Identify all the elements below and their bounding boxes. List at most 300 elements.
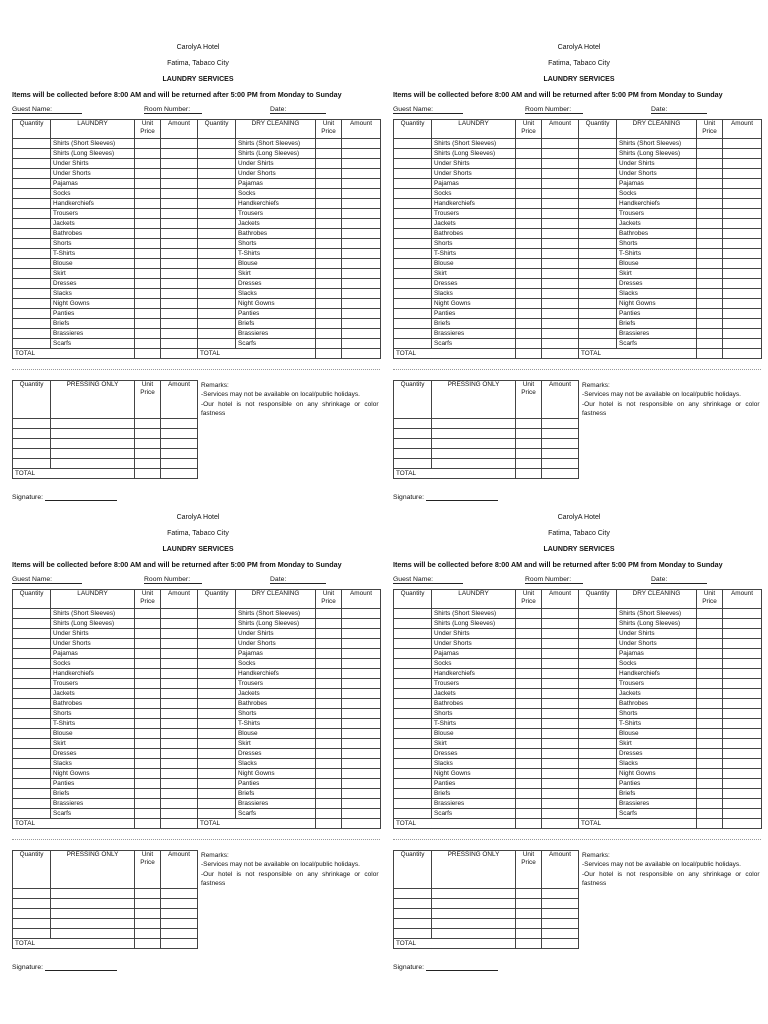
pressing-item-cell[interactable] (432, 449, 516, 459)
laundry-qty-cell[interactable] (394, 169, 432, 179)
dryclean-amount-cell[interactable] (342, 799, 381, 809)
laundry-amount-cell[interactable] (161, 319, 198, 329)
laundry-qty-cell[interactable] (394, 289, 432, 299)
dryclean-amount-cell[interactable] (342, 769, 381, 779)
pressing-item-cell[interactable] (432, 429, 516, 439)
pressing-item-cell[interactable] (51, 919, 135, 929)
laundry-qty-cell[interactable] (13, 239, 51, 249)
dryclean-qty-cell[interactable] (198, 319, 236, 329)
dryclean-amount-cell[interactable] (723, 719, 762, 729)
laundry-qty-cell[interactable] (13, 619, 51, 629)
dryclean-amount-cell[interactable] (342, 699, 381, 709)
dryclean-amount-cell[interactable] (723, 629, 762, 639)
dryclean-qty-cell[interactable] (579, 639, 617, 649)
dryclean-amount-cell[interactable] (342, 749, 381, 759)
laundry-amount-cell[interactable] (161, 699, 198, 709)
dryclean-amount-cell[interactable] (723, 779, 762, 789)
laundry-qty-cell[interactable] (13, 229, 51, 239)
dryclean-qty-cell[interactable] (579, 229, 617, 239)
laundry-qty-cell[interactable] (394, 649, 432, 659)
laundry-amount-cell[interactable] (161, 779, 198, 789)
dryclean-amount-cell[interactable] (723, 709, 762, 719)
dryclean-qty-cell[interactable] (198, 639, 236, 649)
laundry-qty-cell[interactable] (13, 789, 51, 799)
dryclean-amount-cell[interactable] (342, 299, 381, 309)
pressing-amount-cell[interactable] (161, 889, 198, 899)
dryclean-qty-cell[interactable] (579, 309, 617, 319)
dryclean-amount-cell[interactable] (342, 679, 381, 689)
dryclean-amount-cell[interactable] (723, 229, 762, 239)
dryclean-qty-cell[interactable] (579, 699, 617, 709)
laundry-qty-cell[interactable] (394, 769, 432, 779)
laundry-qty-cell[interactable] (394, 759, 432, 769)
laundry-qty-cell[interactable] (394, 139, 432, 149)
dryclean-amount-cell[interactable] (342, 149, 381, 159)
dryclean-qty-cell[interactable] (198, 679, 236, 689)
pressing-qty-cell[interactable] (13, 909, 51, 919)
dryclean-qty-cell[interactable] (579, 159, 617, 169)
dryclean-qty-cell[interactable] (198, 699, 236, 709)
laundry-amount-cell[interactable] (161, 249, 198, 259)
pressing-item-cell[interactable] (51, 899, 135, 909)
dryclean-amount-cell[interactable] (723, 279, 762, 289)
pressing-qty-cell[interactable] (394, 439, 432, 449)
laundry-total-amount-cell[interactable] (542, 819, 579, 829)
laundry-qty-cell[interactable] (13, 309, 51, 319)
dryclean-qty-cell[interactable] (579, 289, 617, 299)
dryclean-amount-cell[interactable] (342, 199, 381, 209)
laundry-amount-cell[interactable] (161, 149, 198, 159)
laundry-amount-cell[interactable] (542, 169, 579, 179)
pressing-amount-cell[interactable] (542, 929, 579, 939)
pressing-amount-cell[interactable] (542, 419, 579, 429)
laundry-amount-cell[interactable] (161, 169, 198, 179)
dryclean-amount-cell[interactable] (342, 319, 381, 329)
dryclean-qty-cell[interactable] (579, 659, 617, 669)
room-number-field[interactable] (525, 106, 583, 114)
laundry-qty-cell[interactable] (13, 289, 51, 299)
pressing-qty-cell[interactable] (394, 899, 432, 909)
laundry-amount-cell[interactable] (542, 319, 579, 329)
laundry-qty-cell[interactable] (394, 709, 432, 719)
dryclean-qty-cell[interactable] (198, 269, 236, 279)
dryclean-amount-cell[interactable] (342, 159, 381, 169)
laundry-qty-cell[interactable] (394, 719, 432, 729)
dryclean-qty-cell[interactable] (198, 209, 236, 219)
laundry-amount-cell[interactable] (542, 789, 579, 799)
laundry-amount-cell[interactable] (161, 269, 198, 279)
dryclean-amount-cell[interactable] (723, 219, 762, 229)
laundry-qty-cell[interactable] (394, 199, 432, 209)
laundry-amount-cell[interactable] (161, 209, 198, 219)
laundry-qty-cell[interactable] (394, 659, 432, 669)
laundry-qty-cell[interactable] (394, 299, 432, 309)
laundry-qty-cell[interactable] (13, 219, 51, 229)
laundry-qty-cell[interactable] (13, 169, 51, 179)
dryclean-amount-cell[interactable] (723, 789, 762, 799)
laundry-amount-cell[interactable] (542, 159, 579, 169)
pressing-qty-cell[interactable] (13, 439, 51, 449)
dryclean-amount-cell[interactable] (342, 249, 381, 259)
laundry-amount-cell[interactable] (161, 669, 198, 679)
laundry-amount-cell[interactable] (542, 799, 579, 809)
pressing-item-cell[interactable] (432, 889, 516, 899)
laundry-qty-cell[interactable] (13, 209, 51, 219)
dryclean-qty-cell[interactable] (198, 769, 236, 779)
laundry-qty-cell[interactable] (13, 769, 51, 779)
dryclean-qty-cell[interactable] (579, 169, 617, 179)
laundry-amount-cell[interactable] (542, 289, 579, 299)
dryclean-amount-cell[interactable] (723, 609, 762, 619)
pressing-item-cell[interactable] (432, 419, 516, 429)
laundry-qty-cell[interactable] (394, 669, 432, 679)
dryclean-amount-cell[interactable] (342, 709, 381, 719)
dryclean-qty-cell[interactable] (198, 689, 236, 699)
dryclean-amount-cell[interactable] (342, 279, 381, 289)
dryclean-amount-cell[interactable] (342, 209, 381, 219)
laundry-amount-cell[interactable] (542, 139, 579, 149)
laundry-qty-cell[interactable] (13, 179, 51, 189)
signature-field[interactable] (45, 963, 117, 971)
pressing-qty-cell[interactable] (394, 909, 432, 919)
dryclean-amount-cell[interactable] (723, 749, 762, 759)
laundry-qty-cell[interactable] (13, 629, 51, 639)
laundry-qty-cell[interactable] (13, 759, 51, 769)
pressing-amount-cell[interactable] (542, 459, 579, 469)
dryclean-qty-cell[interactable] (579, 629, 617, 639)
pressing-item-cell[interactable] (51, 909, 135, 919)
laundry-amount-cell[interactable] (161, 139, 198, 149)
laundry-qty-cell[interactable] (13, 709, 51, 719)
laundry-total-amount-cell[interactable] (161, 819, 198, 829)
laundry-amount-cell[interactable] (542, 179, 579, 189)
laundry-amount-cell[interactable] (161, 229, 198, 239)
laundry-amount-cell[interactable] (161, 739, 198, 749)
laundry-amount-cell[interactable] (161, 809, 198, 819)
dryclean-amount-cell[interactable] (723, 259, 762, 269)
pressing-item-cell[interactable] (51, 439, 135, 449)
dryclean-amount-cell[interactable] (723, 339, 762, 349)
laundry-amount-cell[interactable] (542, 209, 579, 219)
pressing-item-cell[interactable] (432, 909, 516, 919)
dryclean-qty-cell[interactable] (579, 709, 617, 719)
laundry-qty-cell[interactable] (13, 679, 51, 689)
pressing-qty-cell[interactable] (394, 459, 432, 469)
laundry-qty-cell[interactable] (394, 229, 432, 239)
dryclean-qty-cell[interactable] (579, 789, 617, 799)
laundry-amount-cell[interactable] (542, 679, 579, 689)
laundry-amount-cell[interactable] (161, 709, 198, 719)
dryclean-qty-cell[interactable] (579, 799, 617, 809)
dryclean-qty-cell[interactable] (198, 249, 236, 259)
pressing-amount-cell[interactable] (161, 909, 198, 919)
laundry-qty-cell[interactable] (394, 339, 432, 349)
laundry-amount-cell[interactable] (542, 269, 579, 279)
laundry-amount-cell[interactable] (542, 659, 579, 669)
dryclean-qty-cell[interactable] (198, 219, 236, 229)
dryclean-amount-cell[interactable] (342, 789, 381, 799)
laundry-qty-cell[interactable] (394, 619, 432, 629)
laundry-qty-cell[interactable] (13, 189, 51, 199)
dryclean-amount-cell[interactable] (342, 719, 381, 729)
dryclean-amount-cell[interactable] (723, 699, 762, 709)
dryclean-qty-cell[interactable] (198, 279, 236, 289)
laundry-amount-cell[interactable] (161, 239, 198, 249)
dryclean-amount-cell[interactable] (342, 779, 381, 789)
dryclean-qty-cell[interactable] (198, 329, 236, 339)
pressing-amount-cell[interactable] (161, 419, 198, 429)
laundry-amount-cell[interactable] (542, 729, 579, 739)
laundry-qty-cell[interactable] (394, 319, 432, 329)
dryclean-amount-cell[interactable] (723, 149, 762, 159)
dryclean-amount-cell[interactable] (342, 639, 381, 649)
pressing-qty-cell[interactable] (13, 449, 51, 459)
dryclean-qty-cell[interactable] (579, 619, 617, 629)
pressing-item-cell[interactable] (432, 919, 516, 929)
laundry-qty-cell[interactable] (13, 159, 51, 169)
dryclean-amount-cell[interactable] (723, 739, 762, 749)
laundry-amount-cell[interactable] (161, 329, 198, 339)
laundry-amount-cell[interactable] (161, 609, 198, 619)
laundry-total-amount-cell[interactable] (542, 349, 579, 359)
dryclean-qty-cell[interactable] (579, 239, 617, 249)
date-field[interactable] (270, 106, 326, 114)
dryclean-amount-cell[interactable] (723, 269, 762, 279)
dryclean-qty-cell[interactable] (198, 169, 236, 179)
laundry-amount-cell[interactable] (161, 219, 198, 229)
dryclean-amount-cell[interactable] (342, 269, 381, 279)
laundry-amount-cell[interactable] (161, 759, 198, 769)
dryclean-qty-cell[interactable] (198, 629, 236, 639)
dryclean-qty-cell[interactable] (198, 749, 236, 759)
dryclean-qty-cell[interactable] (198, 229, 236, 239)
laundry-qty-cell[interactable] (13, 649, 51, 659)
dryclean-amount-cell[interactable] (342, 619, 381, 629)
laundry-qty-cell[interactable] (394, 219, 432, 229)
pressing-qty-cell[interactable] (13, 919, 51, 929)
laundry-qty-cell[interactable] (394, 159, 432, 169)
dryclean-amount-cell[interactable] (723, 769, 762, 779)
laundry-qty-cell[interactable] (394, 799, 432, 809)
dryclean-amount-cell[interactable] (723, 299, 762, 309)
laundry-amount-cell[interactable] (542, 669, 579, 679)
laundry-qty-cell[interactable] (13, 799, 51, 809)
laundry-qty-cell[interactable] (394, 149, 432, 159)
dryclean-total-amount-cell[interactable] (342, 349, 381, 359)
laundry-amount-cell[interactable] (542, 739, 579, 749)
date-field[interactable] (270, 576, 326, 584)
pressing-qty-cell[interactable] (13, 419, 51, 429)
pressing-qty-cell[interactable] (394, 919, 432, 929)
pressing-amount-cell[interactable] (161, 919, 198, 929)
laundry-qty-cell[interactable] (394, 249, 432, 259)
laundry-qty-cell[interactable] (13, 199, 51, 209)
laundry-qty-cell[interactable] (394, 629, 432, 639)
dryclean-qty-cell[interactable] (579, 199, 617, 209)
laundry-qty-cell[interactable] (394, 809, 432, 819)
laundry-amount-cell[interactable] (161, 799, 198, 809)
dryclean-qty-cell[interactable] (198, 609, 236, 619)
pressing-item-cell[interactable] (432, 929, 516, 939)
dryclean-qty-cell[interactable] (198, 299, 236, 309)
pressing-amount-cell[interactable] (542, 899, 579, 909)
laundry-amount-cell[interactable] (161, 659, 198, 669)
laundry-qty-cell[interactable] (13, 809, 51, 819)
laundry-qty-cell[interactable] (13, 139, 51, 149)
date-field[interactable] (651, 106, 707, 114)
dryclean-amount-cell[interactable] (723, 289, 762, 299)
pressing-item-cell[interactable] (432, 899, 516, 909)
laundry-amount-cell[interactable] (161, 289, 198, 299)
dryclean-qty-cell[interactable] (579, 769, 617, 779)
dryclean-qty-cell[interactable] (579, 219, 617, 229)
dryclean-amount-cell[interactable] (342, 219, 381, 229)
dryclean-qty-cell[interactable] (579, 809, 617, 819)
laundry-qty-cell[interactable] (13, 719, 51, 729)
laundry-qty-cell[interactable] (394, 279, 432, 289)
dryclean-amount-cell[interactable] (342, 629, 381, 639)
laundry-qty-cell[interactable] (13, 609, 51, 619)
laundry-amount-cell[interactable] (161, 619, 198, 629)
dryclean-qty-cell[interactable] (579, 259, 617, 269)
laundry-qty-cell[interactable] (394, 729, 432, 739)
laundry-qty-cell[interactable] (394, 269, 432, 279)
guest-name-field[interactable] (12, 576, 82, 584)
dryclean-amount-cell[interactable] (342, 759, 381, 769)
dryclean-qty-cell[interactable] (579, 609, 617, 619)
dryclean-qty-cell[interactable] (198, 739, 236, 749)
pressing-item-cell[interactable] (432, 459, 516, 469)
laundry-amount-cell[interactable] (542, 769, 579, 779)
laundry-amount-cell[interactable] (542, 229, 579, 239)
laundry-qty-cell[interactable] (13, 779, 51, 789)
laundry-amount-cell[interactable] (542, 629, 579, 639)
dryclean-qty-cell[interactable] (198, 339, 236, 349)
laundry-amount-cell[interactable] (161, 199, 198, 209)
laundry-qty-cell[interactable] (394, 699, 432, 709)
dryclean-amount-cell[interactable] (342, 659, 381, 669)
laundry-qty-cell[interactable] (394, 639, 432, 649)
pressing-qty-cell[interactable] (13, 889, 51, 899)
dryclean-amount-cell[interactable] (723, 689, 762, 699)
laundry-qty-cell[interactable] (13, 739, 51, 749)
dryclean-qty-cell[interactable] (579, 179, 617, 189)
laundry-amount-cell[interactable] (161, 259, 198, 269)
dryclean-qty-cell[interactable] (198, 779, 236, 789)
pressing-item-cell[interactable] (51, 929, 135, 939)
laundry-qty-cell[interactable] (394, 259, 432, 269)
signature-field[interactable] (426, 963, 498, 971)
laundry-amount-cell[interactable] (542, 689, 579, 699)
laundry-amount-cell[interactable] (542, 749, 579, 759)
laundry-amount-cell[interactable] (161, 789, 198, 799)
pressing-amount-cell[interactable] (542, 439, 579, 449)
dryclean-amount-cell[interactable] (342, 609, 381, 619)
dryclean-qty-cell[interactable] (198, 809, 236, 819)
dryclean-amount-cell[interactable] (723, 179, 762, 189)
dryclean-amount-cell[interactable] (342, 739, 381, 749)
laundry-amount-cell[interactable] (542, 759, 579, 769)
laundry-qty-cell[interactable] (394, 309, 432, 319)
laundry-qty-cell[interactable] (13, 259, 51, 269)
laundry-qty-cell[interactable] (394, 239, 432, 249)
laundry-amount-cell[interactable] (542, 699, 579, 709)
dryclean-amount-cell[interactable] (342, 139, 381, 149)
laundry-qty-cell[interactable] (394, 189, 432, 199)
laundry-amount-cell[interactable] (542, 619, 579, 629)
laundry-amount-cell[interactable] (161, 159, 198, 169)
dryclean-amount-cell[interactable] (342, 309, 381, 319)
pressing-amount-cell[interactable] (161, 439, 198, 449)
dryclean-amount-cell[interactable] (723, 169, 762, 179)
dryclean-qty-cell[interactable] (579, 689, 617, 699)
dryclean-qty-cell[interactable] (198, 649, 236, 659)
laundry-amount-cell[interactable] (161, 189, 198, 199)
dryclean-qty-cell[interactable] (198, 159, 236, 169)
dryclean-qty-cell[interactable] (579, 299, 617, 309)
pressing-total-amount-cell[interactable] (542, 469, 579, 479)
dryclean-amount-cell[interactable] (342, 809, 381, 819)
dryclean-qty-cell[interactable] (198, 729, 236, 739)
dryclean-qty-cell[interactable] (198, 709, 236, 719)
laundry-qty-cell[interactable] (13, 269, 51, 279)
dryclean-qty-cell[interactable] (579, 279, 617, 289)
dryclean-amount-cell[interactable] (342, 329, 381, 339)
dryclean-amount-cell[interactable] (723, 189, 762, 199)
laundry-amount-cell[interactable] (542, 249, 579, 259)
dryclean-amount-cell[interactable] (723, 669, 762, 679)
laundry-amount-cell[interactable] (542, 329, 579, 339)
dryclean-amount-cell[interactable] (342, 339, 381, 349)
dryclean-qty-cell[interactable] (198, 789, 236, 799)
laundry-amount-cell[interactable] (161, 179, 198, 189)
pressing-amount-cell[interactable] (161, 449, 198, 459)
dryclean-qty-cell[interactable] (579, 319, 617, 329)
dryclean-amount-cell[interactable] (723, 319, 762, 329)
laundry-amount-cell[interactable] (161, 729, 198, 739)
dryclean-amount-cell[interactable] (723, 159, 762, 169)
dryclean-amount-cell[interactable] (342, 179, 381, 189)
laundry-qty-cell[interactable] (13, 689, 51, 699)
dryclean-qty-cell[interactable] (579, 739, 617, 749)
dryclean-qty-cell[interactable] (579, 779, 617, 789)
dryclean-qty-cell[interactable] (198, 669, 236, 679)
laundry-amount-cell[interactable] (542, 239, 579, 249)
dryclean-amount-cell[interactable] (723, 329, 762, 339)
pressing-qty-cell[interactable] (13, 459, 51, 469)
pressing-item-cell[interactable] (51, 459, 135, 469)
dryclean-qty-cell[interactable] (579, 749, 617, 759)
pressing-item-cell[interactable] (51, 889, 135, 899)
date-field[interactable] (651, 576, 707, 584)
laundry-qty-cell[interactable] (394, 689, 432, 699)
laundry-amount-cell[interactable] (542, 709, 579, 719)
laundry-qty-cell[interactable] (13, 639, 51, 649)
pressing-amount-cell[interactable] (542, 429, 579, 439)
laundry-amount-cell[interactable] (542, 259, 579, 269)
dryclean-amount-cell[interactable] (723, 679, 762, 689)
dryclean-amount-cell[interactable] (723, 659, 762, 669)
dryclean-qty-cell[interactable] (579, 329, 617, 339)
pressing-total-amount-cell[interactable] (161, 939, 198, 949)
laundry-qty-cell[interactable] (13, 699, 51, 709)
pressing-qty-cell[interactable] (13, 429, 51, 439)
dryclean-total-amount-cell[interactable] (342, 819, 381, 829)
dryclean-qty-cell[interactable] (579, 649, 617, 659)
laundry-qty-cell[interactable] (394, 209, 432, 219)
laundry-amount-cell[interactable] (161, 339, 198, 349)
dryclean-amount-cell[interactable] (342, 289, 381, 299)
